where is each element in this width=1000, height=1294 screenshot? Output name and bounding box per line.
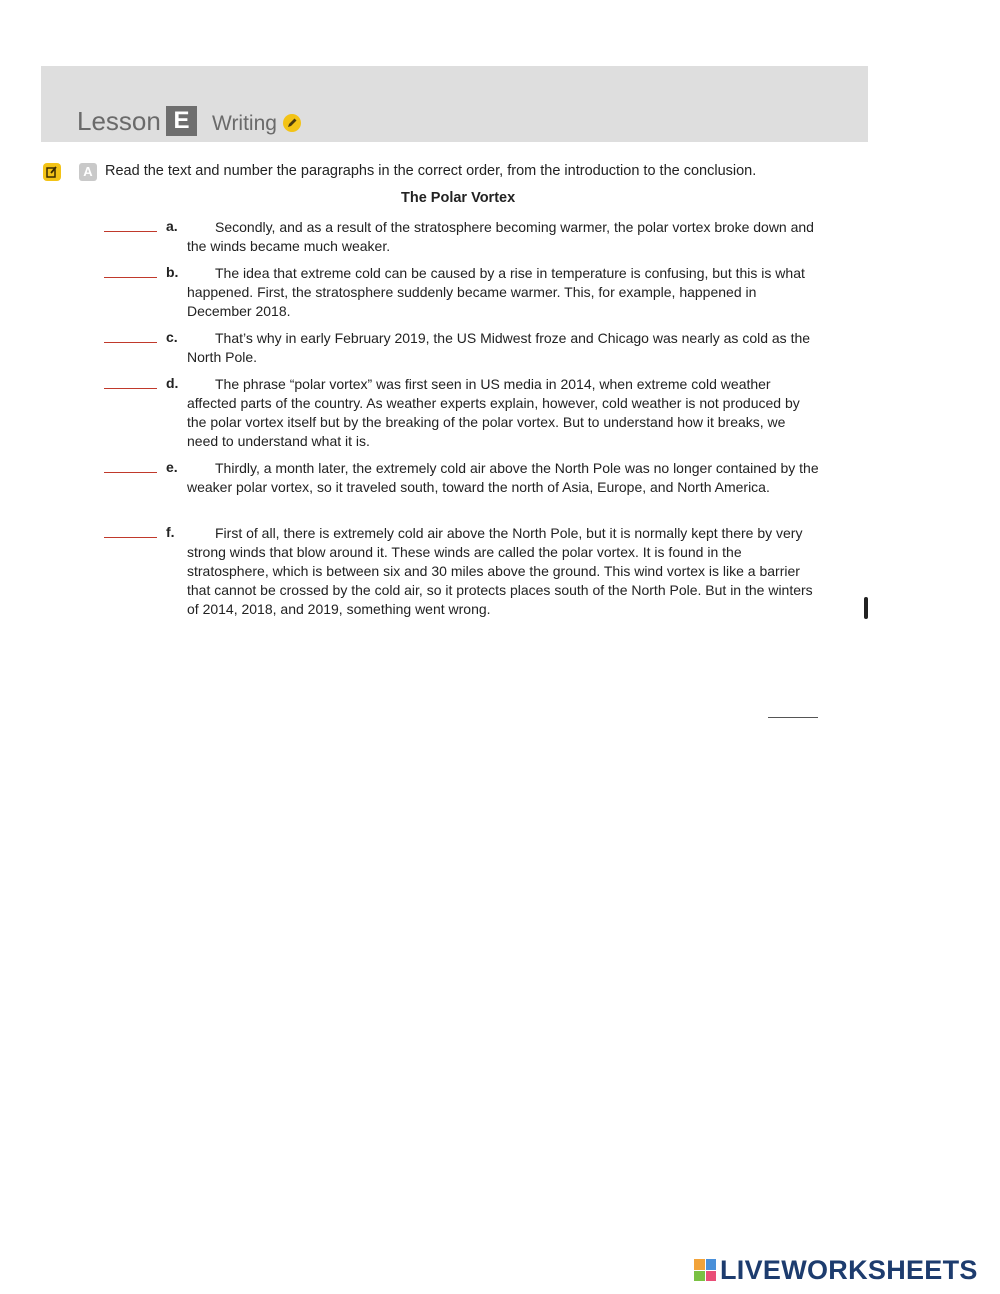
pencil-icon: [283, 114, 301, 132]
answer-blank[interactable]: [104, 537, 157, 538]
answer-blank[interactable]: [104, 342, 157, 343]
item-letter: b.: [166, 264, 179, 280]
scan-stray-line: [768, 717, 818, 718]
lesson-letter-badge: E: [166, 106, 197, 136]
item-text: First of all, there is extremely cold air above the North Pole, but it is normally kept there by very strong winds that blow around it. These winds are called the polar vortex. It is found in the stratosphere, which is between six and 30 miles above the ground. This wind vortex is like a barrier that cannot be crossed by the cold air, so it protects places south of the North Pole. But in the winters of 2014, 2018, and 2019, something went wrong.: [187, 525, 813, 617]
answer-blank[interactable]: [104, 388, 157, 389]
logo-square: [706, 1271, 717, 1282]
logo-text: LIVEWORKSHEETS: [720, 1255, 978, 1285]
answer-blank[interactable]: [104, 472, 157, 473]
text-title: The Polar Vortex: [401, 190, 516, 206]
item-letter: f.: [166, 524, 175, 540]
answer-blank[interactable]: [104, 231, 157, 232]
task-instruction: Read the text and number the paragraphs in the correct order, from the introduction to the conclusion.: [105, 163, 757, 179]
item-text: Thirdly, a month later, the extremely cold air above the North Pole was no longer contained by the weaker polar vortex, so it traveled south, toward the north of Asia, Europe, and North America.: [187, 460, 819, 495]
answer-blank[interactable]: [104, 277, 157, 278]
logo-square: [706, 1259, 717, 1270]
edit-task-icon: [43, 163, 61, 181]
item-letter: d.: [166, 375, 179, 391]
item-text: Secondly, and as a result of the stratosphere becoming warmer, the polar vortex broke down and the winds became much weaker.: [187, 219, 814, 254]
logo-square: [694, 1271, 705, 1282]
lesson-label: Lesson: [77, 106, 161, 136]
item-text: The phrase “polar vortex” was first seen in US media in 2014, when extreme cold weather affected parts of the country. As weather experts explain, however, cold weather is not produced by the polar vortex itself but by the breaking of the polar vortex. But to understand how it breaks, we need to understand what it is.: [187, 376, 800, 449]
item-letter: e.: [166, 459, 178, 475]
section-title: Writing: [212, 112, 277, 135]
item-letter: a.: [166, 218, 178, 234]
task-letter-badge: A: [79, 163, 97, 181]
logo-square: [694, 1259, 705, 1270]
item-text: That’s why in early February 2019, the US Midwest froze and Chicago was nearly as cold as the North Pole.: [187, 330, 811, 365]
item-letter: c.: [166, 329, 178, 345]
item-text: The idea that extreme cold can be caused by a rise in temperature is confusing, but this is what happened. First, the stratosphere suddenly became warmer. This, for example, happened in December 2018.: [187, 265, 805, 319]
logo-grid-icon: [694, 1259, 716, 1281]
scan-edge-mark: [864, 597, 868, 619]
